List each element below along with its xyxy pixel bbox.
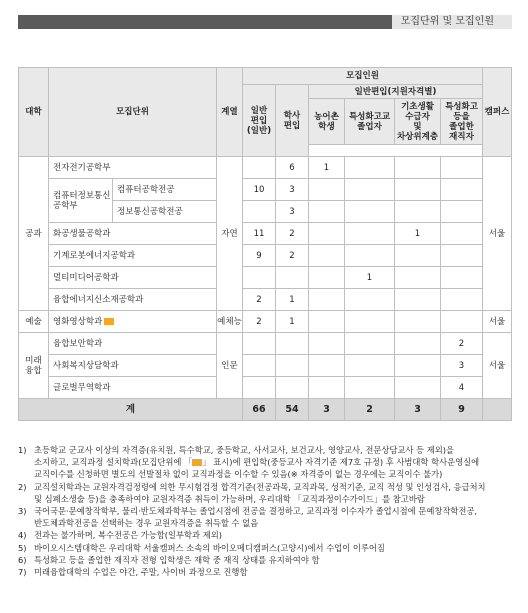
- cell-farmer: [309, 245, 345, 267]
- col-general: 일반 편입 (일반): [243, 85, 276, 157]
- cell-employed: [441, 201, 483, 223]
- footnote-line: 미래융합대학의 수업은 야간, 주말, 사이버 과정으로 진행함: [34, 567, 248, 578]
- cell-basic-living: [395, 157, 441, 179]
- college-arts: 예술: [19, 311, 49, 333]
- unit-name: 멀티미디어공학과: [49, 267, 217, 289]
- total-row: [19, 399, 512, 421]
- cell-employed: [441, 245, 483, 267]
- footnote-line: 및 심폐소생술 등)을 충족하여야 교원자격증 취득이 가능하며, 우리대학 「교직과정이수가이드」를 참고바람: [34, 493, 425, 504]
- cell-bachelor: 6: [276, 157, 309, 179]
- cell-basic-living: [395, 245, 441, 267]
- total-general: 66: [243, 399, 276, 421]
- section-header-bar: [18, 15, 512, 29]
- cell-specialized: [345, 223, 395, 245]
- footnote-line: 전과는 불가하며, 복수전공은 가능함(일부학과 제외): [34, 530, 222, 541]
- unit-name: 컴퓨터공학전공: [113, 179, 217, 201]
- cell-bachelor: [276, 377, 309, 399]
- cell-employed: [441, 179, 483, 201]
- total-bachelor: 54: [276, 399, 309, 421]
- cell-farmer: [309, 289, 345, 311]
- footnote-line: 국어국문·문예창작학부, 물리·반도체과학부는 졸업시점에 전공을 결정하고, 교직과정 이수자가 졸업시점에 문예창작학전공,: [34, 506, 478, 517]
- header-bar-dark: [18, 15, 392, 29]
- cell-basic-living: [395, 355, 441, 377]
- unit-name: 글로벌무역학과: [49, 377, 217, 399]
- unit-group-computer: 컴퓨터정보통신 공학부: [49, 179, 113, 223]
- track-future: 인문: [217, 333, 243, 399]
- footnote-number: 3): [18, 506, 27, 517]
- cell-general: 2: [243, 289, 276, 311]
- cell-basic-living: [395, 179, 441, 201]
- cell-farmer: [309, 201, 345, 223]
- total-basic-living: 3: [395, 399, 441, 421]
- footnote-5: [18, 542, 518, 554]
- campus-engineering: 서울: [483, 157, 512, 311]
- footnote-number: 1): [18, 445, 27, 455]
- table-row: [19, 289, 512, 311]
- col-specialized: 특성화고교 졸업자: [345, 99, 395, 145]
- cell-specialized: [345, 201, 395, 223]
- cell-specialized: [345, 179, 395, 201]
- footnote-1: [18, 444, 518, 481]
- cell-general: 11: [243, 223, 276, 245]
- teacher-course-icon: [104, 318, 114, 325]
- footnote-number: 5): [18, 542, 27, 553]
- unit-name: 전자전기공학부: [49, 157, 217, 179]
- footnote-line: 초등학교 군교사 이상의 자격증(유치원, 특수학교, 중등학교, 사서교사, 보건교사, 영양교사, 전문상담교사 등 제외)을: [34, 445, 454, 455]
- table-row: [19, 245, 512, 267]
- cell-employed: [441, 157, 483, 179]
- cell-bachelor: 2: [276, 245, 309, 267]
- cell-general: [243, 201, 276, 223]
- footnote-text: 」 표시)에 편입학(중등교사 자격기준 제7호 규정) 후 사범대학 학사운영실에: [202, 457, 480, 468]
- footnote-4: [18, 529, 518, 541]
- cell-general: [243, 157, 276, 179]
- footnote-line: 특성화고 등을 졸업한 재직자 전형 입학생은 재학 중 재직 상태를 유지하여야 함: [34, 554, 320, 565]
- cell-general: [243, 355, 276, 377]
- teacher-course-icon: [192, 459, 202, 466]
- cell-general: [243, 267, 276, 289]
- cell-general: 10: [243, 179, 276, 201]
- footnote-2: [18, 481, 518, 505]
- cell-specialized: [345, 289, 395, 311]
- unit-name: 영화영상학과: [53, 316, 103, 327]
- cell-farmer: [309, 311, 345, 333]
- cell-farmer: [309, 179, 345, 201]
- cell-basic-living: [395, 333, 441, 355]
- cell-specialized: [345, 245, 395, 267]
- col-campus: 캠퍼스: [483, 68, 512, 157]
- cell-basic-living: [395, 311, 441, 333]
- cell-general: [243, 333, 276, 355]
- col-basic-living: 기초생활 수급자 및 차상위계층: [395, 99, 441, 145]
- quota-table: [18, 67, 512, 421]
- footnote-3: [18, 505, 518, 529]
- footnote-line: 반도체과학전공을 선택하는 경우 교원자격증을 취득할 수 없음: [34, 518, 259, 529]
- footnote-6: [18, 554, 518, 566]
- cell-specialized: 1: [345, 267, 395, 289]
- cell-employed: 4: [441, 377, 483, 399]
- college-engineering: 공과: [19, 157, 49, 311]
- cell-farmer: [309, 377, 345, 399]
- total-campus: [483, 399, 512, 421]
- campus-future: 서울: [483, 333, 512, 399]
- unit-name: 사회복지상담학과: [49, 355, 217, 377]
- col-farmer: 농어촌 학생: [309, 99, 345, 145]
- col-unit: 모집단위: [49, 68, 217, 157]
- col-general-transfer: 일반편입(지원자격별): [309, 85, 483, 99]
- cell-bachelor: 1: [276, 311, 309, 333]
- table-row: [19, 267, 512, 289]
- table-row: [19, 311, 512, 333]
- table-row: [19, 179, 512, 201]
- section-title: 모집단위 및 모집인원: [400, 16, 494, 27]
- footnote-line: 교직설치학과는 교원자격검정령에 의한 무시험검정 합격기준(전공과목, 교직과목, 성적기준, 교직 적성 및 인성검사, 응급처치: [34, 481, 486, 492]
- cell-general: [243, 377, 276, 399]
- cell-general: 2: [243, 311, 276, 333]
- total-specialized: 2: [345, 399, 395, 421]
- cell-bachelor: 2: [276, 223, 309, 245]
- cell-bachelor: [276, 355, 309, 377]
- col-employed: 특성화고 등을 졸업한 재직자: [441, 99, 483, 145]
- footnote-7: [18, 566, 518, 578]
- table-row: [19, 223, 512, 245]
- footnote-line: [34, 456, 518, 468]
- table-row: [19, 377, 512, 399]
- cell-specialized: [345, 377, 395, 399]
- total-label: 계: [19, 399, 243, 421]
- unit-name: 화공생물공학과: [49, 223, 217, 245]
- col-track: 계열: [217, 68, 243, 157]
- cell-employed: 3: [441, 355, 483, 377]
- unit-name: 융합에너지신소재공학과: [49, 289, 217, 311]
- cell-employed: [441, 289, 483, 311]
- total-employed: 9: [441, 399, 483, 421]
- cell-farmer: [309, 355, 345, 377]
- footnote-text: 소지하고, 교직과정 설치학과(모집단위에 「: [34, 457, 193, 468]
- campus-arts: 서울: [483, 311, 512, 333]
- footnote-number: 2): [18, 481, 27, 492]
- track-arts: 예체능: [217, 311, 243, 333]
- cell-bachelor: [276, 267, 309, 289]
- cell-basic-living: [395, 289, 441, 311]
- cell-employed: [441, 267, 483, 289]
- cell-basic-living: 1: [395, 223, 441, 245]
- footnote-number: 6): [18, 554, 27, 565]
- cell-employed: 2: [441, 333, 483, 355]
- cell-bachelor: 1: [276, 289, 309, 311]
- track-engineering: 자연: [217, 157, 243, 311]
- cell-farmer: 1: [309, 157, 345, 179]
- col-quota: 모집인원: [243, 68, 483, 85]
- cell-employed: [441, 223, 483, 245]
- footnotes: [18, 444, 518, 578]
- table-row: [19, 355, 512, 377]
- cell-specialized: [345, 333, 395, 355]
- cell-specialized: [345, 157, 395, 179]
- cell-bachelor: 3: [276, 179, 309, 201]
- college-future: 미래 융합: [19, 333, 49, 399]
- cell-general: 9: [243, 245, 276, 267]
- footnote-number: 7): [18, 567, 27, 578]
- unit-name: 기계로봇에너지공학과: [49, 245, 217, 267]
- total-farmer: 3: [309, 399, 345, 421]
- footnote-line: 바이오시스템대학은 우리대학 서울캠퍼스 소속의 바이오메디캠퍼스(고양시)에서 수업이 이루어짐: [34, 542, 385, 553]
- footnote-line: 교직이수를 신청하면 별도의 선발절차 없이 교직과정을 이수할 수 있음(※ 자격증이 없는 경우에는 교직이수 불가): [34, 469, 443, 480]
- table-row: [19, 157, 512, 179]
- unit-name: 정보통신공학전공: [113, 201, 217, 223]
- cell-farmer: [309, 267, 345, 289]
- cell-specialized: [345, 311, 395, 333]
- cell-farmer: [309, 333, 345, 355]
- cell-basic-living: [395, 267, 441, 289]
- col-college: 대학: [19, 68, 49, 157]
- unit-name-film: [49, 311, 217, 333]
- cell-bachelor: [276, 333, 309, 355]
- unit-name: 융합보안학과: [49, 333, 217, 355]
- footnote-number: 4): [18, 530, 27, 541]
- cell-specialized: [345, 355, 395, 377]
- table-row: [19, 333, 512, 355]
- cell-basic-living: [395, 377, 441, 399]
- cell-bachelor: 3: [276, 201, 309, 223]
- col-bachelor: 학사 편입: [276, 85, 309, 157]
- cell-farmer: [309, 223, 345, 245]
- cell-basic-living: [395, 201, 441, 223]
- cell-employed: [441, 311, 483, 333]
